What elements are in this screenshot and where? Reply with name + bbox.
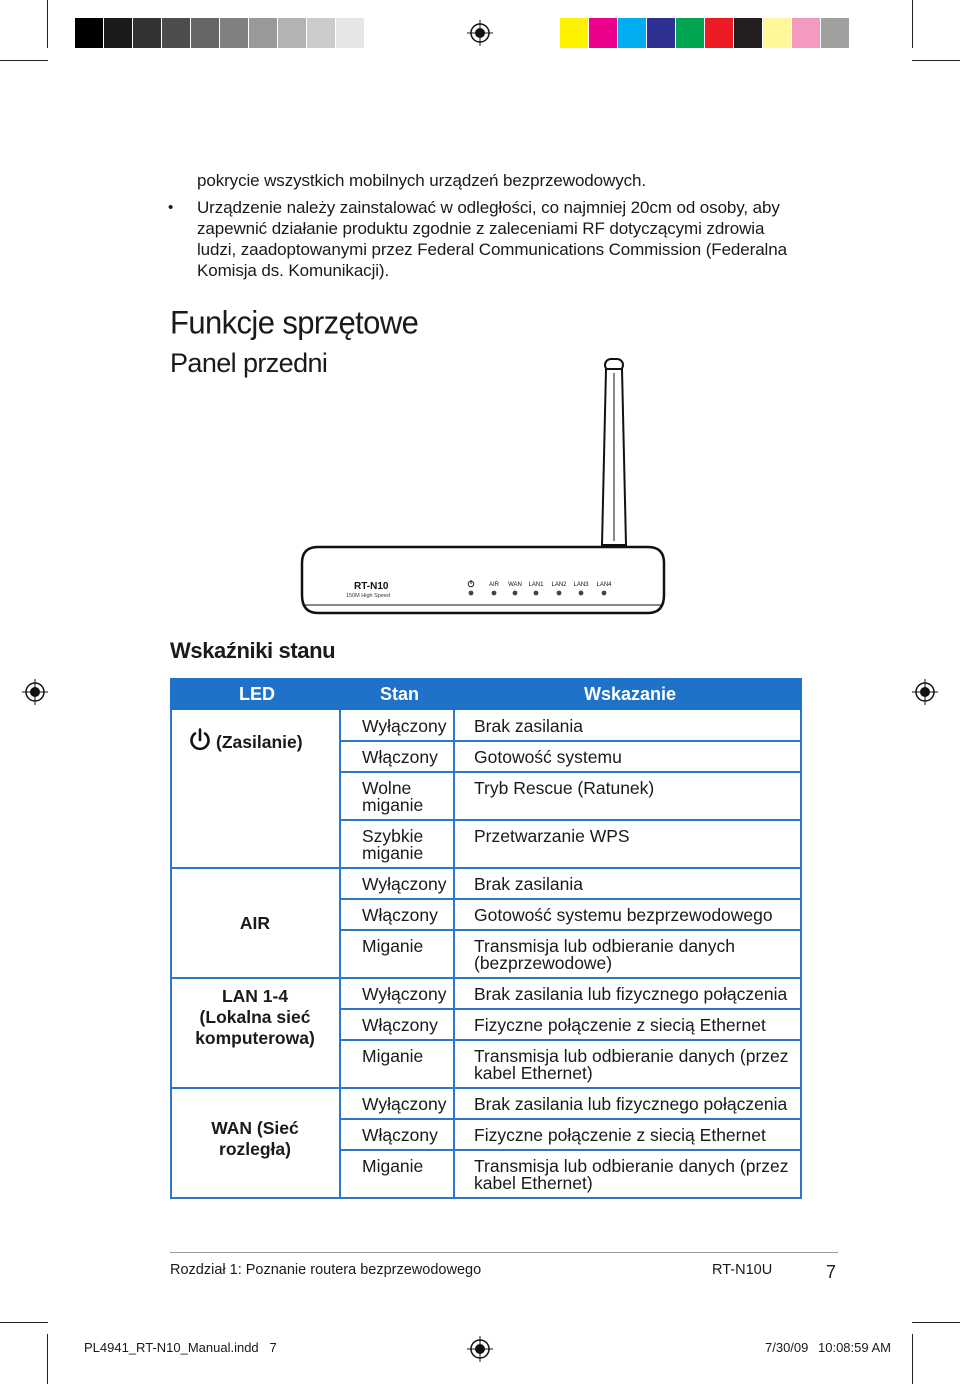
crop-mark-bottom-right-v bbox=[912, 1334, 913, 1384]
footer-chapter: Rozdział 1: Poznanie routera bezprzewodowego bbox=[170, 1262, 482, 1278]
led-name-line: komputerowa) bbox=[195, 1028, 315, 1048]
crop-mark-top-right-v bbox=[912, 0, 913, 48]
color-swatch bbox=[133, 18, 162, 48]
slug-file: PL4941_RT-N10_Manual.indd 7 bbox=[84, 1340, 277, 1355]
router-speed-label: 150M High Speed bbox=[346, 593, 391, 599]
row-divider bbox=[340, 1039, 802, 1041]
router-led-label-air: AIR bbox=[488, 582, 500, 588]
state-cell: Miganie bbox=[362, 1156, 424, 1176]
registration-mark-bottom bbox=[467, 1336, 493, 1362]
row-divider bbox=[340, 898, 802, 900]
led-name-line: WAN (Sieć bbox=[211, 1118, 299, 1138]
color-swatch bbox=[763, 18, 792, 48]
router-led-label-lan1: LAN1 bbox=[528, 582, 544, 588]
cmyk-color-bar bbox=[560, 18, 850, 48]
indication-cell: Tryb Rescue (Ratunek) bbox=[474, 778, 655, 798]
bullet-line-3: ludzi, zaadoptowanymi przez Federal Communications Commission (Federalna bbox=[197, 240, 787, 259]
crop-mark-top-left-h bbox=[0, 60, 48, 61]
group-divider bbox=[170, 1197, 802, 1199]
table-header bbox=[170, 678, 802, 710]
indication-cell: Brak zasilania lub fizycznego połączenia bbox=[474, 1094, 788, 1114]
grayscale-color-bar bbox=[75, 18, 394, 48]
state-cell: Włączony bbox=[362, 905, 438, 925]
color-swatch bbox=[191, 18, 220, 48]
indication-cell: Gotowość systemu bezprzewodowego bbox=[474, 905, 773, 925]
column-divider-led bbox=[339, 710, 341, 1198]
group-divider bbox=[170, 867, 802, 869]
color-swatch bbox=[365, 18, 394, 48]
row-divider bbox=[340, 740, 802, 742]
header-indication: Wskazanie bbox=[584, 684, 677, 704]
state-cell: Wyłączony bbox=[362, 1094, 447, 1114]
bullet-line-2: zapewnić działanie produktu zgodnie z zaleceniami RF dotyczącymi zdrowia bbox=[197, 219, 765, 238]
color-swatch bbox=[618, 18, 647, 48]
led-name-cell bbox=[188, 728, 358, 753]
bullet-line-4: Komisja ds. Komunikacji). bbox=[197, 261, 390, 280]
row-divider bbox=[340, 929, 802, 931]
subsection-title: Panel przedni bbox=[170, 348, 328, 378]
footer-divider bbox=[170, 1252, 838, 1253]
led-name-line: (Lokalna sieć bbox=[199, 1007, 311, 1027]
row-divider bbox=[340, 771, 802, 773]
indication-cell: kabel Ethernet) bbox=[474, 1173, 593, 1193]
state-cell: Włączony bbox=[362, 1015, 438, 1035]
crop-mark-bottom-right-h bbox=[912, 1322, 960, 1323]
table-border-right bbox=[800, 710, 802, 1198]
router-led-label-lan4: LAN4 bbox=[596, 582, 612, 588]
indication-cell: Fizyczne połączenie z siecią Ethernet bbox=[474, 1015, 766, 1035]
led-name-line: LAN 1-4 bbox=[221, 986, 289, 1006]
led-name-line: rozległa) bbox=[219, 1139, 291, 1159]
indication-cell: Gotowość systemu bbox=[474, 747, 622, 767]
state-cell: Miganie bbox=[362, 1046, 424, 1066]
slug-time: 10:08:59 AM bbox=[818, 1340, 891, 1355]
group-divider bbox=[170, 977, 802, 979]
state-cell: Włączony bbox=[362, 1125, 438, 1145]
header-led: LED bbox=[239, 684, 275, 704]
crop-mark-bottom-left-v bbox=[47, 1334, 48, 1384]
power-icon bbox=[188, 728, 212, 752]
state-cell: miganie bbox=[362, 843, 424, 863]
bullet-line-1: Urządzenie należy zainstalować w odległości, co najmniej 20cm od osoby, aby bbox=[197, 198, 780, 217]
state-cell: Włączony bbox=[362, 747, 438, 767]
indication-cell: Fizyczne połączenie z siecią Ethernet bbox=[474, 1125, 766, 1145]
column-divider-state bbox=[453, 710, 455, 1198]
router-led-label-lan2: LAN2 bbox=[551, 582, 567, 588]
state-cell: Wyłączony bbox=[362, 874, 447, 894]
led-name-cell bbox=[170, 913, 340, 934]
router-led-dot-lan1 bbox=[534, 591, 539, 596]
router-front-panel-illustration bbox=[300, 355, 666, 625]
color-swatch bbox=[792, 18, 821, 48]
indication-cell: Transmisja lub odbieranie danych bbox=[474, 936, 736, 956]
bullet-symbol: • bbox=[168, 199, 174, 216]
row-divider bbox=[340, 1008, 802, 1010]
indication-cell: (bezprzewodowe) bbox=[474, 953, 613, 973]
crop-mark-top-right-h bbox=[912, 60, 960, 61]
crop-mark-bottom-left-h bbox=[0, 1322, 48, 1323]
group-divider bbox=[170, 1087, 802, 1089]
color-swatch bbox=[162, 18, 191, 48]
color-swatch bbox=[560, 18, 589, 48]
indication-cell: Transmisja lub odbieranie danych (przez bbox=[474, 1156, 789, 1176]
router-led-dot-lan4 bbox=[602, 591, 607, 596]
router-model-label: RT-N10 bbox=[354, 581, 389, 592]
color-swatch bbox=[278, 18, 307, 48]
color-swatch bbox=[75, 18, 104, 48]
indication-cell: Brak zasilania lub fizycznego połączenia bbox=[474, 984, 788, 1004]
color-swatch bbox=[734, 18, 763, 48]
color-swatch bbox=[676, 18, 705, 48]
color-swatch bbox=[249, 18, 278, 48]
antenna-icon bbox=[602, 359, 626, 545]
indication-cell: Przetwarzanie WPS bbox=[474, 826, 630, 846]
router-led-label-lan3: LAN3 bbox=[573, 582, 589, 588]
color-swatch bbox=[821, 18, 850, 48]
router-led-dot-air bbox=[492, 591, 497, 596]
router-led-dot-wan bbox=[513, 591, 518, 596]
page-number: 7 bbox=[826, 1262, 837, 1282]
row-divider bbox=[340, 1149, 802, 1151]
router-led-dot-lan3 bbox=[579, 591, 584, 596]
table-border-left bbox=[170, 710, 172, 1198]
registration-mark-top bbox=[467, 20, 493, 46]
header-state: Stan bbox=[380, 684, 420, 704]
section-title: Funkcje sprzętowe bbox=[170, 304, 419, 341]
state-cell: Wyłączony bbox=[362, 984, 447, 1004]
led-name-cell bbox=[170, 986, 340, 1049]
registration-mark-right bbox=[912, 679, 938, 705]
router-led-dot-lan2 bbox=[557, 591, 562, 596]
color-swatch bbox=[705, 18, 734, 48]
state-cell: Wolne bbox=[362, 778, 412, 798]
intro-continued-line: pokrycie wszystkich mobilnych urządzeń bezprzewodowych. bbox=[197, 171, 646, 190]
color-swatch bbox=[104, 18, 133, 48]
color-swatch bbox=[589, 18, 618, 48]
state-cell: Miganie bbox=[362, 936, 424, 956]
state-cell: Szybkie bbox=[362, 826, 424, 846]
indication-cell: Brak zasilania bbox=[474, 716, 583, 736]
crop-mark-top-left-v bbox=[47, 0, 48, 48]
registration-mark-left bbox=[22, 679, 48, 705]
slug-date: 7/30/09 bbox=[765, 1340, 809, 1355]
indication-cell: kabel Ethernet) bbox=[474, 1063, 593, 1083]
router-led-label-wan: WAN bbox=[508, 582, 522, 588]
indication-cell: Brak zasilania bbox=[474, 874, 583, 894]
led-name-line: AIR bbox=[239, 912, 271, 933]
state-cell: Wyłączony bbox=[362, 716, 447, 736]
color-swatch bbox=[336, 18, 365, 48]
row-divider bbox=[340, 1118, 802, 1120]
led-name-cell bbox=[170, 1118, 340, 1160]
status-indicators-title: Wskaźniki stanu bbox=[170, 638, 336, 663]
color-swatch bbox=[220, 18, 249, 48]
state-cell: miganie bbox=[362, 795, 424, 815]
indication-cell: Transmisja lub odbieranie danych (przez bbox=[474, 1046, 789, 1066]
footer-model: RT-N10U bbox=[712, 1262, 773, 1278]
led-name-line: (Zasilanie) bbox=[216, 732, 303, 752]
row-divider bbox=[340, 819, 802, 821]
color-swatch bbox=[647, 18, 676, 48]
color-swatch bbox=[307, 18, 336, 48]
